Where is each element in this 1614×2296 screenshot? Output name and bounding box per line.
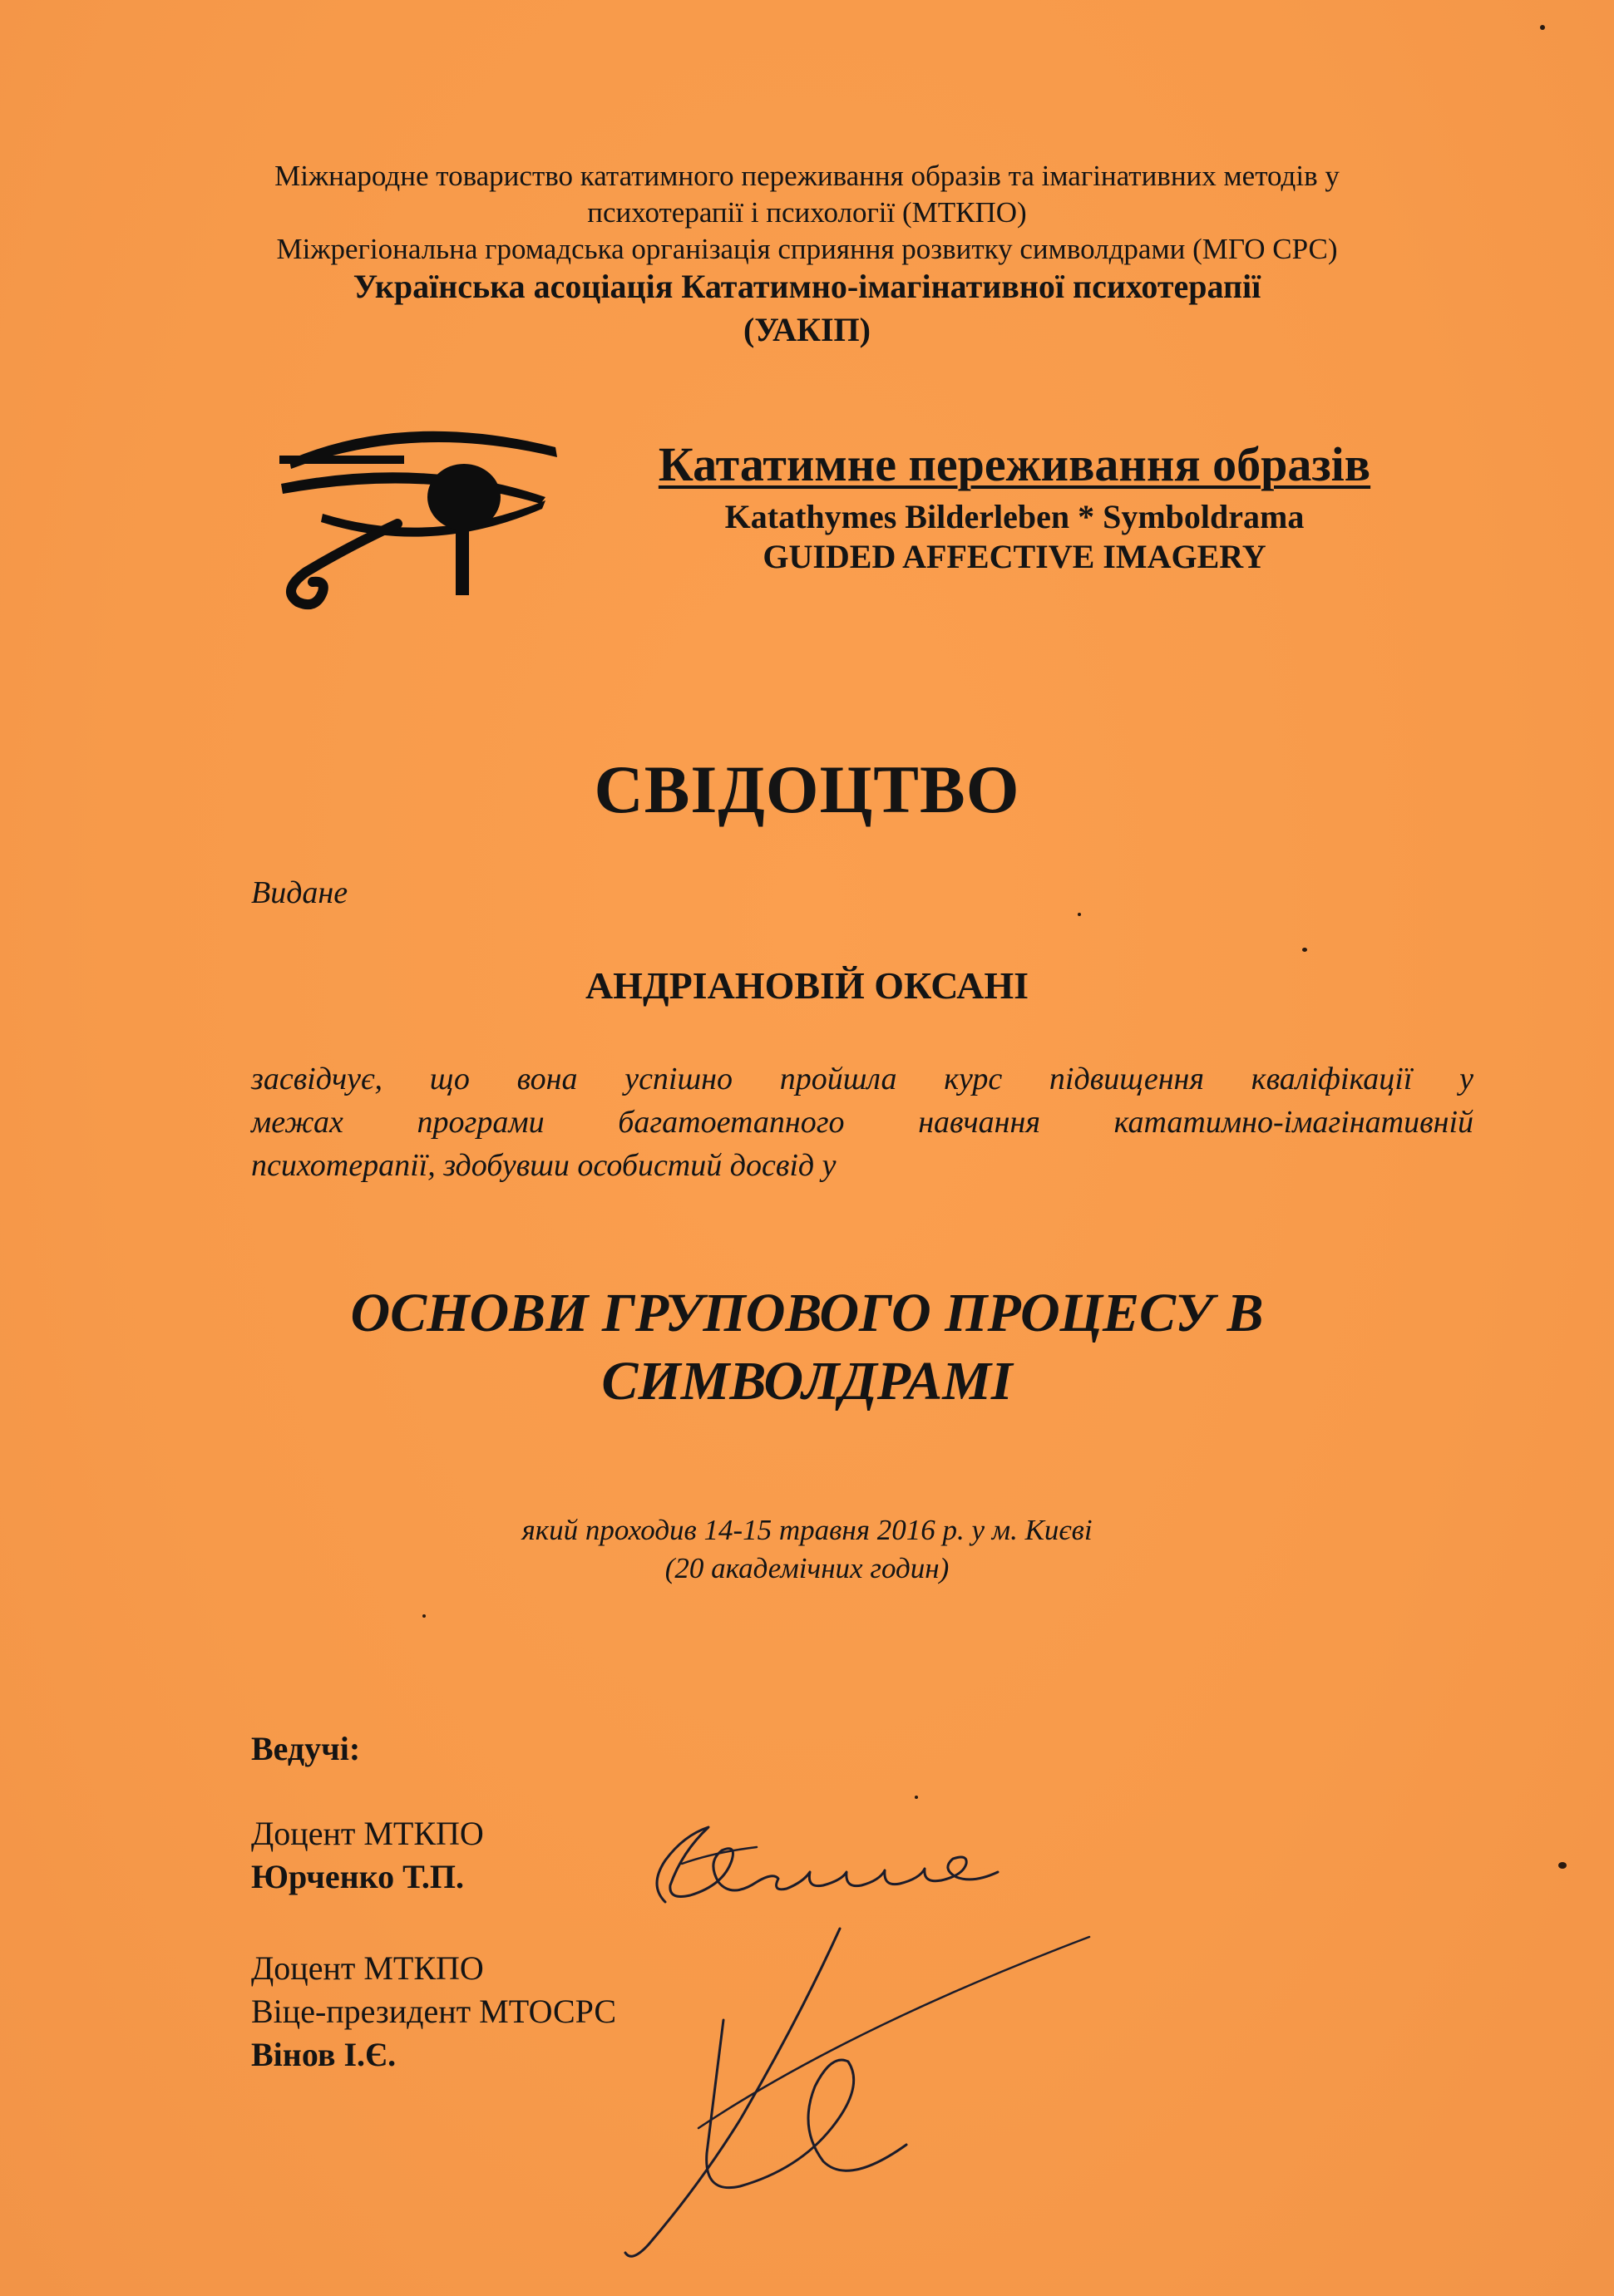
signatory-2-name: Вінов І.Є. xyxy=(251,2036,397,2073)
brand-subtitle-english: GUIDED AFFECTIVE IMAGERY xyxy=(763,538,1266,575)
issued-label: Видане xyxy=(251,875,348,910)
certification-text-line-2: межах програми багатоетапного навчання кататимно-імагінативній xyxy=(251,1105,1473,1140)
academic-hours: (20 академічних годин) xyxy=(664,1552,950,1584)
eye-of-horus-logo-icon xyxy=(273,414,572,613)
course-title-line-2: СИМВОЛДРАМІ xyxy=(601,1351,1013,1412)
recipient-name: АНДРІАНОВІЙ ОКСАНІ xyxy=(585,964,1029,1007)
certification-text-line-3: психотерапії, здобувши особистий досвід у xyxy=(251,1148,837,1183)
paper-speck xyxy=(915,1796,918,1799)
paper-speck xyxy=(1302,948,1307,952)
signatory-1-name: Юрченко Т.П. xyxy=(251,1858,464,1895)
signatory-2-role-2: Віце-президент МТОСРС xyxy=(251,1993,617,2030)
signature-2-icon xyxy=(549,1920,1131,2269)
paper-speck xyxy=(1078,913,1081,916)
signatory-1-role: Доцент МТКПО xyxy=(251,1815,484,1852)
leaders-label: Ведучі: xyxy=(251,1730,361,1767)
signature-1-icon xyxy=(632,1802,1014,1919)
brand-subtitle-german: Katathymes Bilderleben * Symboldrama xyxy=(724,498,1305,535)
header-association-abbr: (УАКІП) xyxy=(743,311,871,348)
certificate-title: СВІДОЦТВО xyxy=(594,751,1020,827)
header-association: Українська асоціація Кататимно-імагінативної психотерапії xyxy=(353,268,1261,305)
paper-speck xyxy=(1558,1862,1567,1869)
paper-speck xyxy=(1540,25,1545,30)
header-org-line-1: Міжнародне товариство кататимного переживання образів та імагінативних методів у xyxy=(274,160,1340,192)
event-details: який проходив 14-15 травня 2016 р. у м. Києві xyxy=(521,1514,1093,1546)
brand-title: Кататимне переживання образів xyxy=(658,437,1371,491)
header-org-line-2: психотерапії і психології (МТКПО) xyxy=(587,196,1027,229)
header-org-line-3: Міжрегіональна громадська організація сприяння розвитку символдрами (МГО СРС) xyxy=(276,233,1338,265)
certification-text-line-1: засвідчує, що вона успішно пройшла курс підвищення кваліфікації у xyxy=(251,1062,1473,1096)
course-title-line-1: ОСНОВИ ГРУПОВОГО ПРОЦЕСУ В xyxy=(350,1283,1264,1343)
paper-speck xyxy=(422,1614,426,1618)
signatory-2-role-1: Доцент МТКПО xyxy=(251,1949,484,1987)
